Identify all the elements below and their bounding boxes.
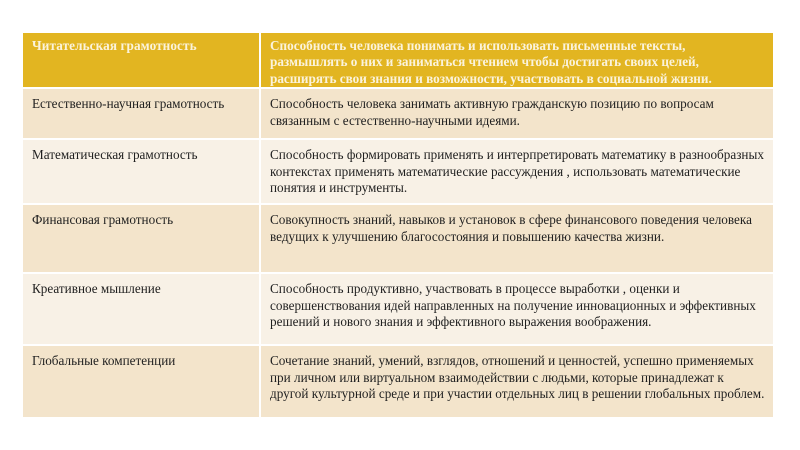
table-row xyxy=(23,139,773,204)
definition-cell: Совокупность знаний, навыков и установок в сфере финансового поведения человека ведущих к улучшению благосостояния и повышению качества жизни. xyxy=(260,204,773,273)
definition-cell: Способность формировать применять и интерпретировать математику в разнообразных контекстах применять математические рассуждения , использовать математические понятия и инструменты. xyxy=(260,139,773,204)
header-term-cell: Читательская грамотность xyxy=(23,33,260,88)
definition-cell: Способность продуктивно, участвовать в процессе выработки , оценки и совершенствования идей направленных на получение инновационных и эффективных решений и нового знания и эффективного выражения воображения. xyxy=(260,273,773,345)
term-cell: Естественно-научная грамотность xyxy=(23,88,260,139)
header-definition-cell: Способность человека понимать и использовать письменные тексты, размышлять о них и заниматься чтением чтобы достигать своих целей, расширять свои знания и возможности, участвовать в социальной жизни. xyxy=(260,33,773,88)
term-cell: Финансовая грамотность xyxy=(23,204,260,273)
literacy-types-table xyxy=(23,33,773,417)
definition-cell: Сочетание знаний, умений, взглядов, отношений и ценностей, успешно применяемых при личном или виртуальном взаимодействии с людьми, которые принадлежат к другой культурной среде и при участии отдельных лиц в решении глобальных проблем. xyxy=(260,345,773,417)
term-cell: Глобальные компетенции xyxy=(23,345,260,417)
table-row xyxy=(23,345,773,417)
table-row xyxy=(23,204,773,273)
table-row xyxy=(23,273,773,345)
table-row xyxy=(23,88,773,139)
definition-cell: Способность человека занимать активную гражданскую позицию по вопросам связанным с естественно-научными идеями. xyxy=(260,88,773,139)
table-header-row xyxy=(23,33,773,88)
term-cell: Математическая грамотность xyxy=(23,139,260,204)
term-cell: Креативное мышление xyxy=(23,273,260,345)
